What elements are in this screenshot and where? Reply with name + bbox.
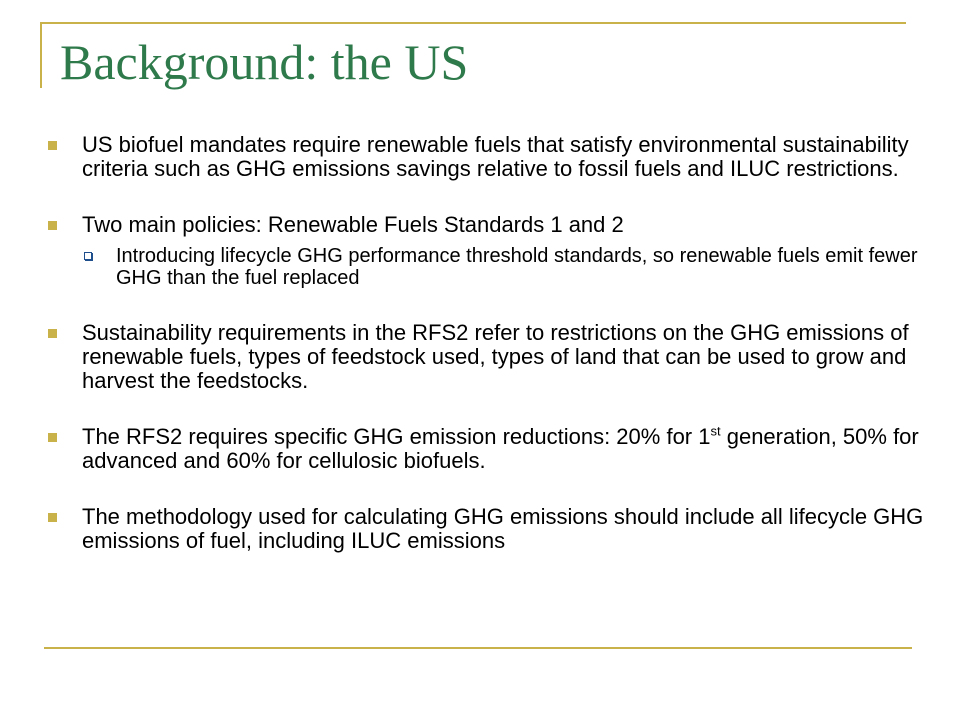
bullet-item <box>82 213 944 289</box>
bullet-text-part: generation, 50% for advanced and 60% for cellulosic biofuels. <box>82 424 919 473</box>
square-bullet-icon <box>48 141 57 150</box>
sub-bullet-item <box>116 245 944 289</box>
bullet-text: US biofuel mandates require renewable fuels that satisfy environmental sustainability criteria such as GHG emissions savings relative to fossil fuels and ILUC restrictions. <box>82 132 909 181</box>
bullet-item <box>82 321 944 393</box>
square-bullet-icon <box>48 329 57 338</box>
square-bullet-icon <box>48 221 57 230</box>
bullet-item <box>82 133 944 181</box>
frame-top-line <box>40 22 906 24</box>
bullet-text-part: The RFS2 requires specific GHG emission reductions: 20% for 1 <box>82 424 711 449</box>
bullet-item <box>82 425 944 473</box>
slide-title: Background: the US <box>60 34 469 90</box>
bullet-item <box>82 505 944 553</box>
bullet-text: Two main policies: Renewable Fuels Standards 1 and 2 <box>82 212 624 237</box>
square-bullet-icon <box>48 513 57 522</box>
bullet-text: Sustainability requirements in the RFS2 refer to restrictions on the GHG emissions of renewable fuels, types of feedstock used, types of land that can be used to grow and harvest the feedstocks. <box>82 320 909 393</box>
bullet-text: The methodology used for calculating GHG emissions should include all lifecycle GHG emissions of fuel, including ILUC emissions <box>82 504 924 553</box>
superscript: st <box>710 423 721 439</box>
bullet-list <box>82 133 944 553</box>
sub-bullet-list <box>82 245 944 289</box>
hollow-square-bullet-icon <box>84 252 92 260</box>
bullet-text <box>82 425 944 473</box>
frame-left-line <box>40 22 42 88</box>
sub-bullet-text: Introducing lifecycle GHG performance threshold standards, so renewable fuels emit fewer GHG than the fuel replaced <box>116 245 918 289</box>
frame-bottom-line <box>44 647 912 649</box>
square-bullet-icon <box>48 433 57 442</box>
